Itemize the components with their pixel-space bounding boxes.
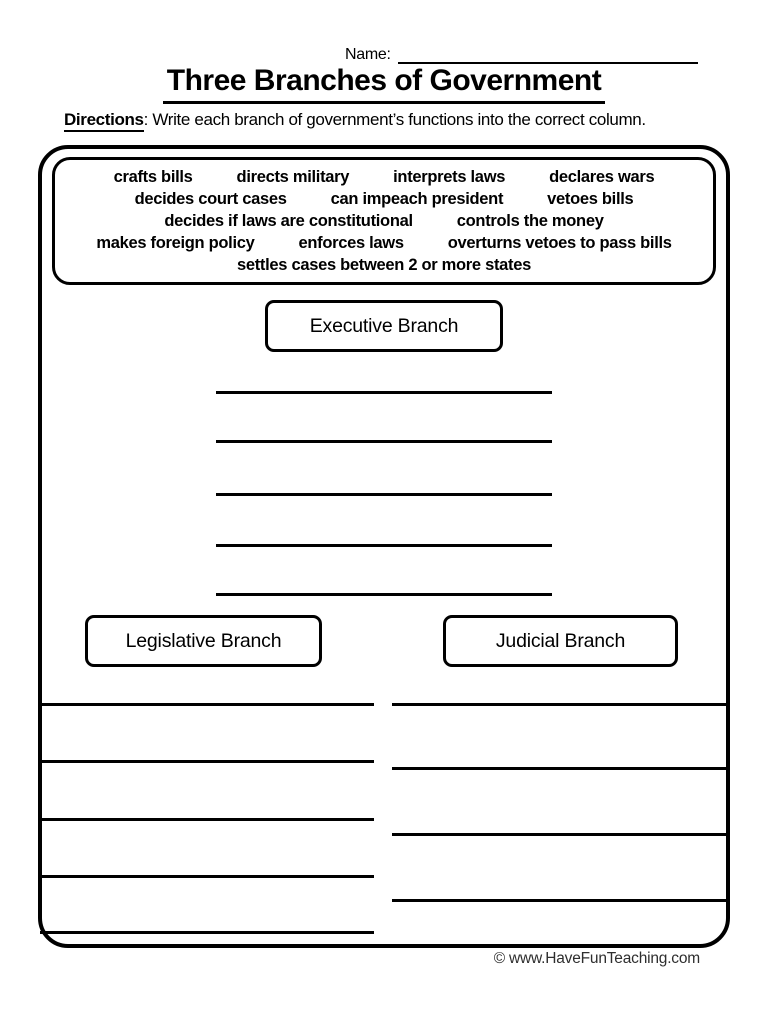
word-bank-item: can impeach president	[330, 190, 504, 208]
judicial-answer-line-2[interactable]	[392, 767, 726, 770]
word-bank-row	[61, 210, 707, 232]
title-row	[0, 64, 768, 104]
word-bank-item: interprets laws	[393, 168, 506, 186]
word-bank-box	[52, 157, 716, 285]
worksheet-title: Three Branches of Government	[163, 64, 605, 104]
executive-answer-line-3[interactable]	[216, 493, 552, 496]
footer-credit: © www.HaveFunTeaching.com	[493, 950, 700, 967]
directions-text: : Write each branch of government’s functions into the correct column.	[143, 110, 646, 129]
executive-answer-line-2[interactable]	[216, 440, 552, 443]
directions	[64, 110, 724, 130]
name-label: Name:	[345, 46, 391, 63]
word-bank-row	[61, 166, 707, 188]
word-bank-item: controls the money	[456, 212, 604, 230]
legislative-answer-line-5[interactable]	[40, 931, 374, 934]
executive-answer-line-5[interactable]	[216, 593, 552, 596]
legislative-branch-header	[85, 615, 322, 667]
legislative-answer-line-1[interactable]	[40, 703, 374, 706]
judicial-answer-line-4[interactable]	[392, 899, 726, 902]
word-bank-item: decides court cases	[134, 190, 287, 208]
judicial-answer-line-3[interactable]	[392, 833, 726, 836]
legislative-answer-line-4[interactable]	[40, 875, 374, 878]
legislative-branch-label: Legislative Branch	[125, 629, 282, 652]
word-bank-item: makes foreign policy	[96, 234, 255, 252]
word-bank-row	[61, 188, 707, 210]
judicial-answer-line-1[interactable]	[392, 703, 726, 706]
legislative-answer-line-3[interactable]	[40, 818, 374, 821]
word-bank-row	[61, 232, 707, 254]
executive-branch-header	[265, 300, 503, 352]
word-bank-item: vetoes bills	[547, 190, 634, 208]
judicial-branch-header	[443, 615, 678, 667]
word-bank-item: crafts bills	[113, 168, 193, 186]
word-bank-item: enforces laws	[298, 234, 404, 252]
word-bank-item: overturns vetoes to pass bills	[447, 234, 672, 252]
word-bank-item: settles cases between 2 or more states	[236, 256, 531, 274]
executive-branch-label: Executive Branch	[309, 314, 459, 337]
executive-answer-line-1[interactable]	[216, 391, 552, 394]
word-bank-item: declares wars	[549, 168, 655, 186]
word-bank-item: directs military	[236, 168, 350, 186]
executive-answer-line-4[interactable]	[216, 544, 552, 547]
word-bank-row	[61, 254, 707, 276]
word-bank-item: decides if laws are constitutional	[164, 212, 413, 230]
legislative-answer-line-2[interactable]	[40, 760, 374, 763]
directions-label: Directions	[64, 110, 144, 132]
judicial-branch-label: Judicial Branch	[495, 629, 626, 652]
name-input-line[interactable]	[398, 46, 698, 64]
